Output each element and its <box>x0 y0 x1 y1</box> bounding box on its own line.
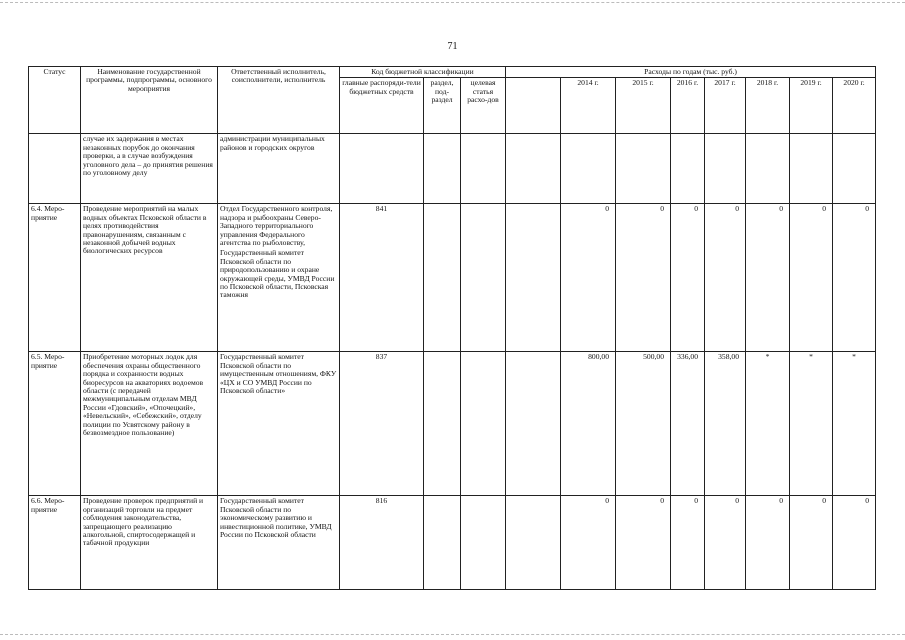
header-section: раздел, под-раздел <box>424 78 461 134</box>
row-target <box>461 204 506 352</box>
header-spacer <box>506 78 561 134</box>
row-target <box>461 352 506 496</box>
row-value-2018: 0 <box>746 204 790 352</box>
row-status: 6.4. Меро-приятие <box>29 204 81 352</box>
row-code: 816 <box>340 496 424 590</box>
table-row <box>29 204 876 352</box>
row-section <box>424 352 461 496</box>
row-executor: Государственный комитет Псковской области по имущественным отношениям, ФКУ «ЦХ и СО УМВД России по Псковской области» <box>218 352 340 496</box>
table-row <box>29 134 876 204</box>
row-value-2020: 0 <box>833 496 876 590</box>
row-value-2018: 0 <box>746 496 790 590</box>
row-status: 6.5. Меро-приятие <box>29 352 81 496</box>
row-code: 837 <box>340 352 424 496</box>
row-name: Проведение мероприятий на малых водных объектах Псковской области в целях противодействия правонарушениям, связанным с незаконной добычей водных биологических ресурсов <box>81 204 218 352</box>
row-value-2015: 0 <box>616 204 671 352</box>
row-empty <box>506 496 561 590</box>
header-main-manager: главные распоряди-тели бюджетных средств <box>340 78 424 134</box>
row-value-2020 <box>833 134 876 204</box>
row-status <box>29 134 81 204</box>
header-year-2020: 2020 г. <box>833 78 876 134</box>
table-row <box>29 352 876 496</box>
row-value-2019 <box>790 134 833 204</box>
row-target <box>461 134 506 204</box>
row-value-2018 <box>746 134 790 204</box>
header-status: Статус <box>29 67 81 134</box>
row-value-2018: * <box>746 352 790 496</box>
row-value-2015 <box>616 134 671 204</box>
row-value-2019: 0 <box>790 204 833 352</box>
row-code <box>340 134 424 204</box>
row-value-2014: 800,00 <box>561 352 616 496</box>
row-value-2014: 0 <box>561 204 616 352</box>
row-section <box>424 134 461 204</box>
header-year-2016: 2016 г. <box>671 78 705 134</box>
row-section <box>424 496 461 590</box>
scan-edge-top <box>0 2 905 3</box>
page-number: 71 <box>447 41 458 52</box>
row-executor <box>218 204 340 352</box>
row-empty <box>506 352 561 496</box>
header-year-2014: 2014 г. <box>561 78 616 134</box>
header-year-2015: 2015 г. <box>616 78 671 134</box>
header-expenses: Расходы по годам (тыс. руб.) <box>506 67 876 78</box>
header-budget-code: Код бюджетной классификации <box>340 67 506 78</box>
scan-edge-bottom <box>0 634 905 635</box>
row-section <box>424 204 461 352</box>
row-executor-secondary: Государственный комитет Псковской области по природопользованию и охране окружающей среды, УМВД России по Псковской области, Псковская таможня <box>220 248 335 300</box>
table-row <box>29 496 876 590</box>
row-executor: администрации муниципальных районов и городских округов <box>218 134 340 204</box>
row-value-2014 <box>561 134 616 204</box>
row-value-2015: 500,00 <box>616 352 671 496</box>
row-value-2015: 0 <box>616 496 671 590</box>
row-executor: Государственный комитет Псковской области по экономическому развитию и инвестиционной политике, УМВД России по Псковской области <box>218 496 340 590</box>
header-name: Наименование государственной программы, подпрограммы, основного мероприятия <box>81 67 218 134</box>
row-value-2016 <box>671 134 705 204</box>
row-name: Проведение проверок предприятий и организаций торговли на предмет соблюдения законодательства, запрещающего реализацию алкогольной, спиртосодержащей и табачной продукции <box>81 496 218 590</box>
row-name: случае их задержания в местах незаконных порубок до окончания проверки, а в случае возбуждения уголовного дела – до принятия решения по уголовному делу <box>81 134 218 204</box>
row-value-2019: * <box>790 352 833 496</box>
row-name: Приобретение моторных лодок для обеспечения охраны общественного порядка и сохранности водных биоресурсов на акваториях водоемов области (с передачей межмуниципальным отделам МВД России «Гдовский», «Опочецкий», «Невельский», «Себежский», отделу полиции по Усвятскому району в безвозмездное пользование) <box>81 352 218 496</box>
row-target <box>461 496 506 590</box>
row-value-2019: 0 <box>790 496 833 590</box>
row-value-2017: 358,00 <box>705 352 746 496</box>
row-value-2014: 0 <box>561 496 616 590</box>
row-value-2016: 0 <box>671 204 705 352</box>
header-year-2017: 2017 г. <box>705 78 746 134</box>
header-year-2019: 2019 г. <box>790 78 833 134</box>
row-value-2017: 0 <box>705 496 746 590</box>
row-value-2017 <box>705 134 746 204</box>
header-executor: Ответственный исполнитель, соисполнители, исполнитель <box>218 67 340 134</box>
row-executor-primary: Отдел Государственного контроля, надзора и рыбоохраны Северо-Западного территориального управления Федерального агентства по рыболовству, <box>220 204 333 248</box>
row-value-2017: 0 <box>705 204 746 352</box>
budget-table <box>28 66 876 590</box>
row-empty <box>506 134 561 204</box>
header-year-2018: 2018 г. <box>746 78 790 134</box>
header-row-1 <box>29 67 876 78</box>
row-value-2016: 0 <box>671 496 705 590</box>
row-value-2016: 336,00 <box>671 352 705 496</box>
row-empty <box>506 204 561 352</box>
row-status: 6.6. Меро-приятие <box>29 496 81 590</box>
row-value-2020: 0 <box>833 204 876 352</box>
row-value-2020: * <box>833 352 876 496</box>
row-code: 841 <box>340 204 424 352</box>
header-target: целевая статья расхо-дов <box>461 78 506 134</box>
